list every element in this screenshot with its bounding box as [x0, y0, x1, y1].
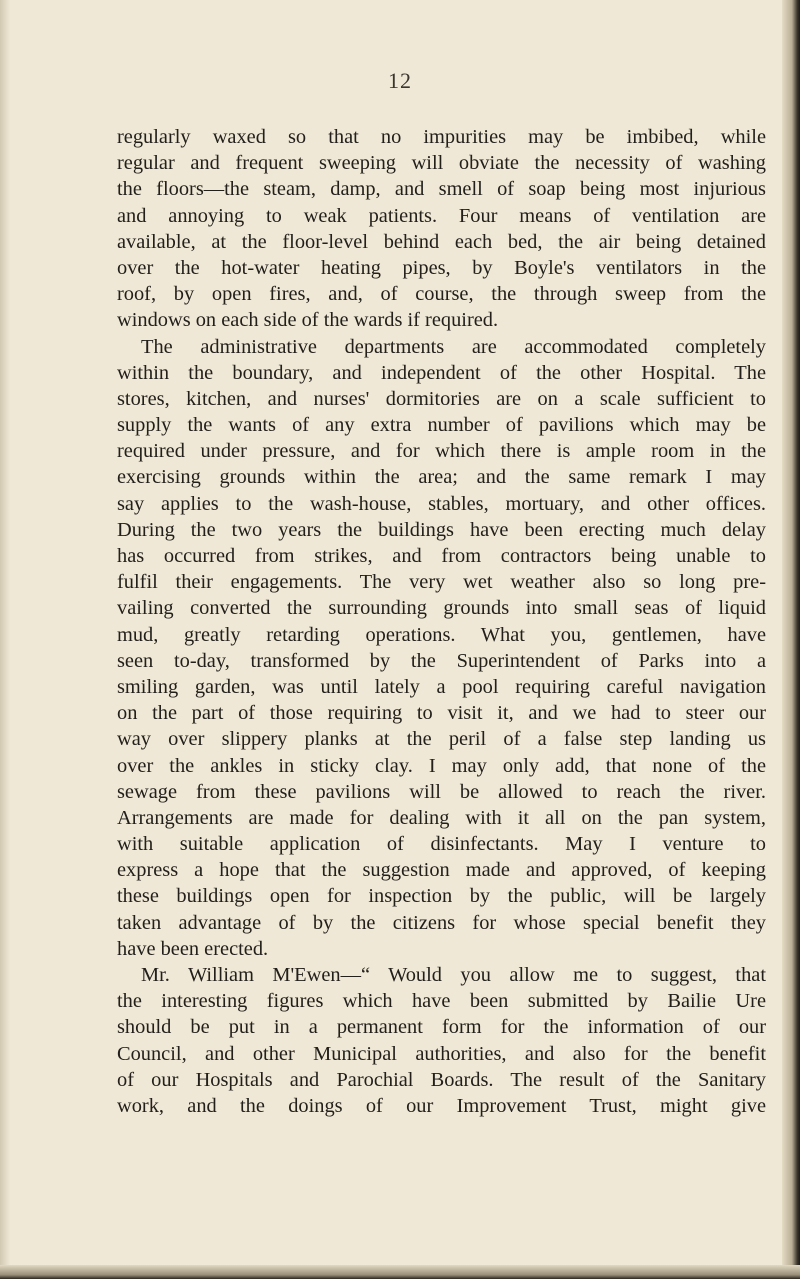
text-line-29: express a hope that the suggestion made and approved, of keeping [117, 859, 766, 882]
text-line-28: with suitable application of disinfectants. May I venture to [117, 833, 766, 856]
text-line-20: mud, greatly retarding operations. What you, gentlemen, have [117, 623, 766, 646]
text-line-17: has occurred from strikes, and from contractors being unable to [117, 545, 766, 567]
text-line-23: on the part of those requiring to visit it, and we had to steer our [117, 702, 766, 725]
text-line-8: windows on each side of the wards if required. [117, 309, 499, 332]
text-line-18: fulfil their engagements. The very wet weather also so long pre- [117, 571, 766, 594]
page-right-edge [782, 0, 800, 1279]
text-line-35: should be put in a permanent form for the information of our [117, 1016, 766, 1039]
text-line-2: regular and frequent sweeping will obviate the necessity of washing [117, 152, 766, 175]
text-line-19: vailing converted the surrounding grounds into small seas of liquid [117, 597, 766, 620]
text-line-5: available, at the floor-level behind each bed, the air being detained [117, 230, 766, 253]
text-line-12: supply the wants of any extra number of pavilions which may be [117, 414, 766, 437]
text-line-24: way over slippery planks at the peril of a false step landing us [117, 728, 766, 751]
text-line-9: The administrative departments are accommodated completely [141, 335, 766, 358]
page-left-shadow [0, 0, 10, 1279]
text-line-27: Arrangements are made for dealing with it all on the pan system, [117, 806, 766, 829]
text-line-22: smiling garden, was until lately a pool requiring careful navigation [117, 675, 766, 698]
text-line-26: sewage from these pavilions will be allowed to reach the river. [117, 780, 766, 803]
text-line-14: exercising grounds within the area; and the same remark I may [117, 466, 766, 489]
text-line-16: During the two years the buildings have been erecting much delay [117, 518, 766, 541]
text-line-11: stores, kitchen, and nurses' dormitories are on a scale sufficient to [117, 387, 766, 410]
text-line-37: of our Hospitals and Parochial Boards. The result of the Sanitary [117, 1068, 766, 1091]
text-line-15: say applies to the wash-house, stables, mortuary, and other offices. [117, 492, 766, 515]
text-line-6: over the hot-water heating pipes, by Boyle's ventilators in the [117, 256, 766, 279]
text-line-38: work, and the doings of our Improvement Trust, might give [117, 1094, 766, 1117]
text-line-30: these buildings open for inspection by the public, will be largely [117, 885, 766, 908]
page-bottom-edge [0, 1265, 800, 1279]
text-line-4: and annoying to weak patients. Four means of ventilation are [117, 204, 766, 227]
text-line-36: Council, and other Municipal authorities, and also for the benefit [117, 1042, 766, 1065]
text-line-13: required under pressure, and for which there is ample room in the [117, 440, 766, 463]
text-line-21: seen to-day, transformed by the Superintendent of Parks into a [117, 649, 766, 672]
text-line-34: the interesting figures which have been submitted by Bailie Ure [117, 990, 766, 1013]
text-line-33: Mr. William M'Ewen—“ Would you allow me to suggest, that [141, 964, 766, 986]
text-line-3: the floors—the steam, damp, and smell of soap being most injurious [117, 178, 766, 201]
page-number: 12 [388, 68, 412, 93]
body-text [117, 124, 766, 1119]
text-line-25: over the ankles in sticky clay. I may only add, that none of the [117, 754, 766, 777]
text-line-10: within the boundary, and independent of the other Hospital. The [117, 361, 766, 384]
text-line-1: regularly waxed so that no impurities may be imbibed, while [117, 126, 766, 148]
text-line-32: have been erected. [117, 937, 269, 960]
text-line-7: roof, by open fires, and, of course, the through sweep from the [117, 283, 766, 306]
text-line-31: taken advantage of by the citizens for whose special benefit they [117, 911, 766, 934]
